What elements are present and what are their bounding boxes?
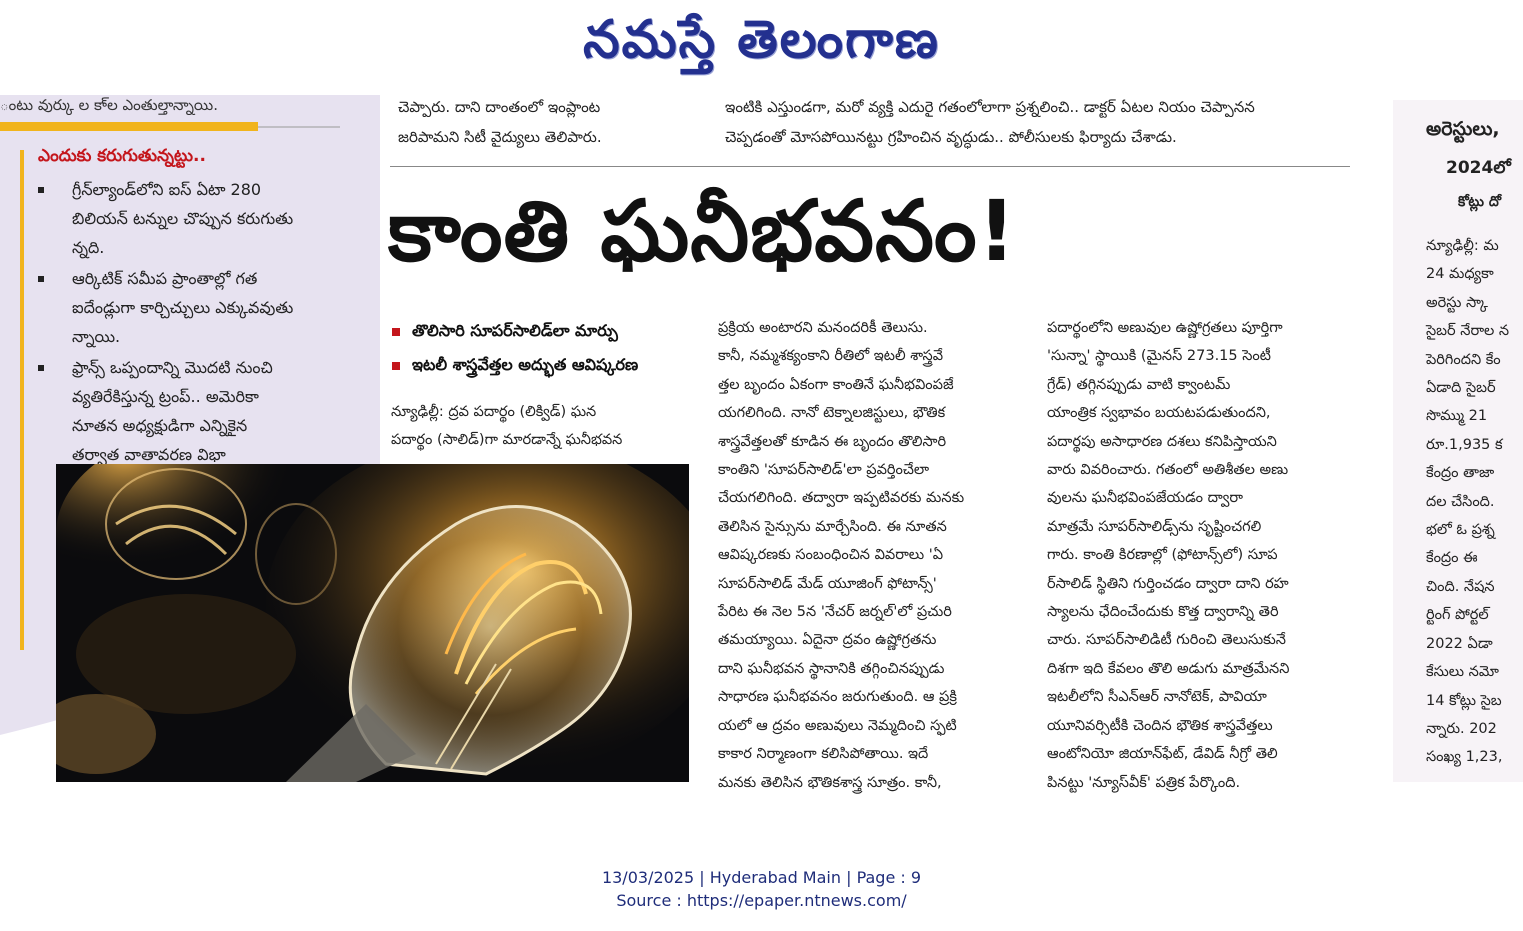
prev-article-col2 — [725, 92, 1350, 152]
bullet-line: వ్యతిరేకిస్తున్న ట్రంప్.. అమెరికా — [72, 387, 259, 406]
bullet-icon — [38, 276, 44, 282]
text-line: స్యాలను ఛేదించేందుకు కొత్త ద్వారాన్ని తెరి — [1047, 604, 1279, 621]
text-line: యలో ఆ ద్రవం అణువులు నెమ్మదించి స్ఫటి — [718, 717, 957, 734]
subhead-text: ఇటలీ శాస్త్రవేత్తల అద్భుత ఆవిష్కరణ — [412, 355, 639, 374]
text-line: న్యూఢిల్లీ: ద్రవ పదార్థం (లిక్విడ్) ఘన — [391, 404, 597, 420]
text-line: 14 కోట్లు సైబ — [1426, 692, 1502, 709]
text-line: చెప్పారు. దాని దాంతంలో ఇంప్లాంట — [398, 98, 601, 116]
article-headline: కాంతి ఘనీభవనం! — [388, 182, 1017, 280]
article-divider — [390, 166, 1350, 167]
bullet-icon — [38, 365, 44, 371]
text-line: పెరిగిందని కేం — [1426, 351, 1501, 368]
light-bulb-photo — [56, 464, 689, 782]
light-bulb-illustration — [56, 464, 689, 782]
right-article-headline: అరెస్టులు, — [1426, 118, 1500, 140]
text-line: చేయగలిగింది. తద్వారా ఇప్పటివరకు మనకు — [718, 490, 965, 507]
text-line: పేరిట ఈ నెల 5న 'నేచర్ జర్నల్'లో ప్రచురి — [718, 604, 952, 621]
left-box-top-line: ంటు వుర్కు ల కా్ల ఎంతుల్తాన్నాయి. — [0, 96, 218, 114]
left-bullet-2 — [38, 264, 328, 351]
bullet-line: బిలియన్ టన్నుల చొప్పున కరుగుతు — [72, 209, 294, 228]
text-line: ఆవిష్కరణకు సంబంధించిన వివరాలు 'ఏ — [718, 547, 944, 564]
bullet-icon — [38, 187, 44, 193]
text-line: ఆంటోనియో జియాన్‌ఫేట్, డేవిడ్ నీగ్రో తెలి — [1047, 746, 1278, 763]
text-line: తమయ్యాయి. ఏదైనా ద్రవం ఉష్ణోగ్రతను — [718, 632, 937, 649]
text-line: యగలిగింది. నానో టెక్నాలజిస్టులు, భౌతిక — [718, 405, 946, 422]
bullet-line: ఆర్కిటిక్ సమీప ప్రాంతాల్లో గత — [72, 269, 258, 288]
article-col-b — [718, 314, 1020, 797]
text-line: ర్‌సాలిడ్ స్థితిని గుర్తించడం ద్వారా దాని రహ — [1047, 575, 1289, 592]
subhead-text: తొలిసారి సూపర్‌సాలిడ్‌లా మార్పు — [412, 321, 618, 340]
text-line: కేంద్రం తాజా — [1426, 465, 1495, 482]
article-col-a — [391, 398, 689, 455]
text-line: ర్టింగ్ పోర్టల్ — [1426, 607, 1489, 624]
text-line: త్తల బృందం ఏకంగా కాంతినే ఘనీభవింపజే — [718, 376, 954, 393]
red-square-icon — [392, 328, 400, 336]
text-line: న్నారు. 202 — [1426, 720, 1497, 737]
text-line: కేంద్రం ఈ — [1426, 550, 1478, 567]
right-article-subhead: 2024లో — [1446, 158, 1511, 178]
left-bullet-1 — [38, 175, 328, 262]
text-line: జరిపామని సిటీ వైద్యులు తెలిపారు. — [398, 128, 602, 146]
text-line: గారు. కాంతి కిరణాల్లో (ఫోటాన్స్‌లో) సూప — [1047, 547, 1278, 564]
text-line: పినట్టు 'న్యూస్‌వీక్' పత్రిక పేర్కొంది. — [1047, 774, 1241, 791]
text-line: భలో ఓ ప్రశ్న — [1426, 522, 1495, 539]
text-line: న్యూఢిల్లీ: మ — [1426, 238, 1499, 254]
text-line: దిశగా ఇది కేవలం తొలి అడుగు మాత్రమేనని — [1047, 660, 1290, 677]
text-line: చింది. నేషన — [1426, 578, 1495, 595]
text-line: శాస్త్రవేత్తలతో కూడిన ఈ బృందం తొలిసారి — [718, 433, 947, 450]
text-line: చారు. సూపర్‌సాలిడిటీ గురించి తెలుసుకునే — [1047, 632, 1286, 649]
text-line: కాంతిని 'సూపర్‌సాలిడ్'లా ప్రవర్తించేలా — [718, 462, 930, 479]
bullet-line: ఫ్రాన్స్ ఒప్పందాన్ని మొదటి నుంచి — [72, 358, 273, 377]
text-line: పదార్థపు అసాధారణ దశలు కనిపిస్తాయని — [1047, 433, 1277, 450]
right-article-strip — [1393, 100, 1523, 782]
bullet-line: నూతన అధ్యక్షుడిగా ఎన్నికైన — [72, 416, 248, 435]
bullet-line: న్నాయి. — [72, 327, 121, 346]
footer-edition-info: 13/03/2025 | Hyderabad Main | Page : 9 — [601, 868, 922, 887]
text-line: యూనివర్సిటీకి చెందిన భౌతిక శాస్త్రవేత్తలు — [1047, 717, 1273, 734]
text-line: గ్రేడ్) తగ్గినప్పుడు వాటి క్వాంటమ్ — [1047, 376, 1231, 393]
bullet-line: ఐదేండ్లుగా కార్చిచ్చులు ఎక్కువవుతు — [72, 298, 294, 317]
bullet-line: న్నది. — [72, 238, 105, 257]
text-line: సొమ్ము 21 — [1426, 408, 1488, 425]
subhead-1 — [392, 321, 618, 344]
text-line: 24 మధ్యకా — [1426, 266, 1494, 283]
text-line: 2022 ఏడా — [1426, 635, 1493, 652]
text-line: సాధారణ ఘనీభవనం జరుగుతుంది. ఆ ప్రక్రి — [718, 689, 957, 706]
text-line: సూపర్‌సాలిడ్ మేడ్ యూజింగ్ ఫోటాన్స్' — [718, 575, 937, 592]
text-line: వులను ఘనీభవింపజేయడం ద్వారా — [1047, 490, 1243, 507]
bullet-line: గ్రీన్‌ల్యాండ్‌లోని ఐస్ ఏటా 280 — [72, 180, 262, 199]
text-line: ఇటలీలోని సీఎన్‌ఆర్ నానోటెక్, పావియా — [1047, 689, 1267, 706]
text-line: చెప్పడంతో మోసపోయినట్టు గ్రహించిన వృద్ధుడు.. పోలీసులకు ఫిర్యాదు చేశాడు. — [725, 128, 1177, 146]
red-square-icon — [392, 362, 400, 370]
text-line: యాంత్రిక స్వభావం బయటపడుతుందని, — [1047, 405, 1271, 422]
text-line: పదార్థం (సాలిడ్)గా మారడాన్నే ఘనీభవన — [391, 432, 623, 449]
footer-source-link[interactable]: Source : https://epaper.ntnews.com/ — [616, 891, 907, 910]
text-line: దల చేసింది. — [1426, 493, 1495, 510]
masthead-title: నమస్తే తెలంగాణ — [583, 9, 940, 70]
text-line: మాత్రమే సూపర్‌సాలిడ్స్‌ను సృష్టించగలి — [1047, 518, 1262, 535]
text-line: ఇంటికి ఎస్తుండగా, మరో వ్యక్తి ఎదురై గతంలోలాగా ప్రశ్నలించి.. డాక్టర్ ఏటల నియం చెప్పానన — [725, 98, 1255, 116]
bullet-line: తర్వాత వాతావరణ విభా — [72, 445, 226, 464]
text-line: కేసులు నమో — [1426, 664, 1499, 681]
text-line: 'సున్నా' స్థాయికి (మైనస్ 273.15 సెంటీ — [1047, 348, 1271, 365]
right-article-subhead: కోట్లు దో — [1458, 194, 1502, 210]
left-box-heading: ఎందుకు కరుగుతున్నట్టు.. — [38, 146, 206, 166]
masthead-logo — [0, 6, 1523, 74]
text-line: రూ.1,935 క — [1426, 436, 1503, 453]
text-line: పదార్థంలోని అణువుల ఉష్ణోగ్రతలు పూర్తిగా — [1047, 320, 1283, 336]
text-line: ప్రక్రియ అంటారని మనందరికీ తెలుసు. — [718, 320, 928, 336]
text-line: వారు వివరించారు. గతంలో అతిశీతల అణు — [1047, 462, 1289, 479]
text-line: మనకు తెలిసిన భౌతికశాస్త్ర సూత్రం. కానీ, — [718, 774, 942, 791]
article-col-c — [1047, 314, 1349, 797]
text-line: కానీ, నమ్మశక్యంకాని రీతిలో ఇటలీ శాస్త్రవే — [718, 348, 944, 365]
text-line: సంఖ్య 1,23, — [1426, 749, 1503, 766]
text-line: అరెస్టు స్కా — [1426, 294, 1488, 311]
text-line: కాకార నిర్మాణంగా కలిసిపోతాయి. ఇదే — [718, 746, 929, 763]
text-line: సైబర్ నేరాల న — [1426, 323, 1510, 340]
text-line: ఏడాది సైబర్ — [1426, 380, 1496, 397]
text-line: దాని ఘనీభవన స్థానానికి తగ్గించినప్పుడు — [718, 660, 945, 677]
prev-article-col1 — [398, 92, 688, 152]
text-line: తెలిసిన సైన్సును మార్చేసింది. ఈ నూతన — [718, 518, 947, 535]
subhead-2 — [392, 355, 638, 378]
